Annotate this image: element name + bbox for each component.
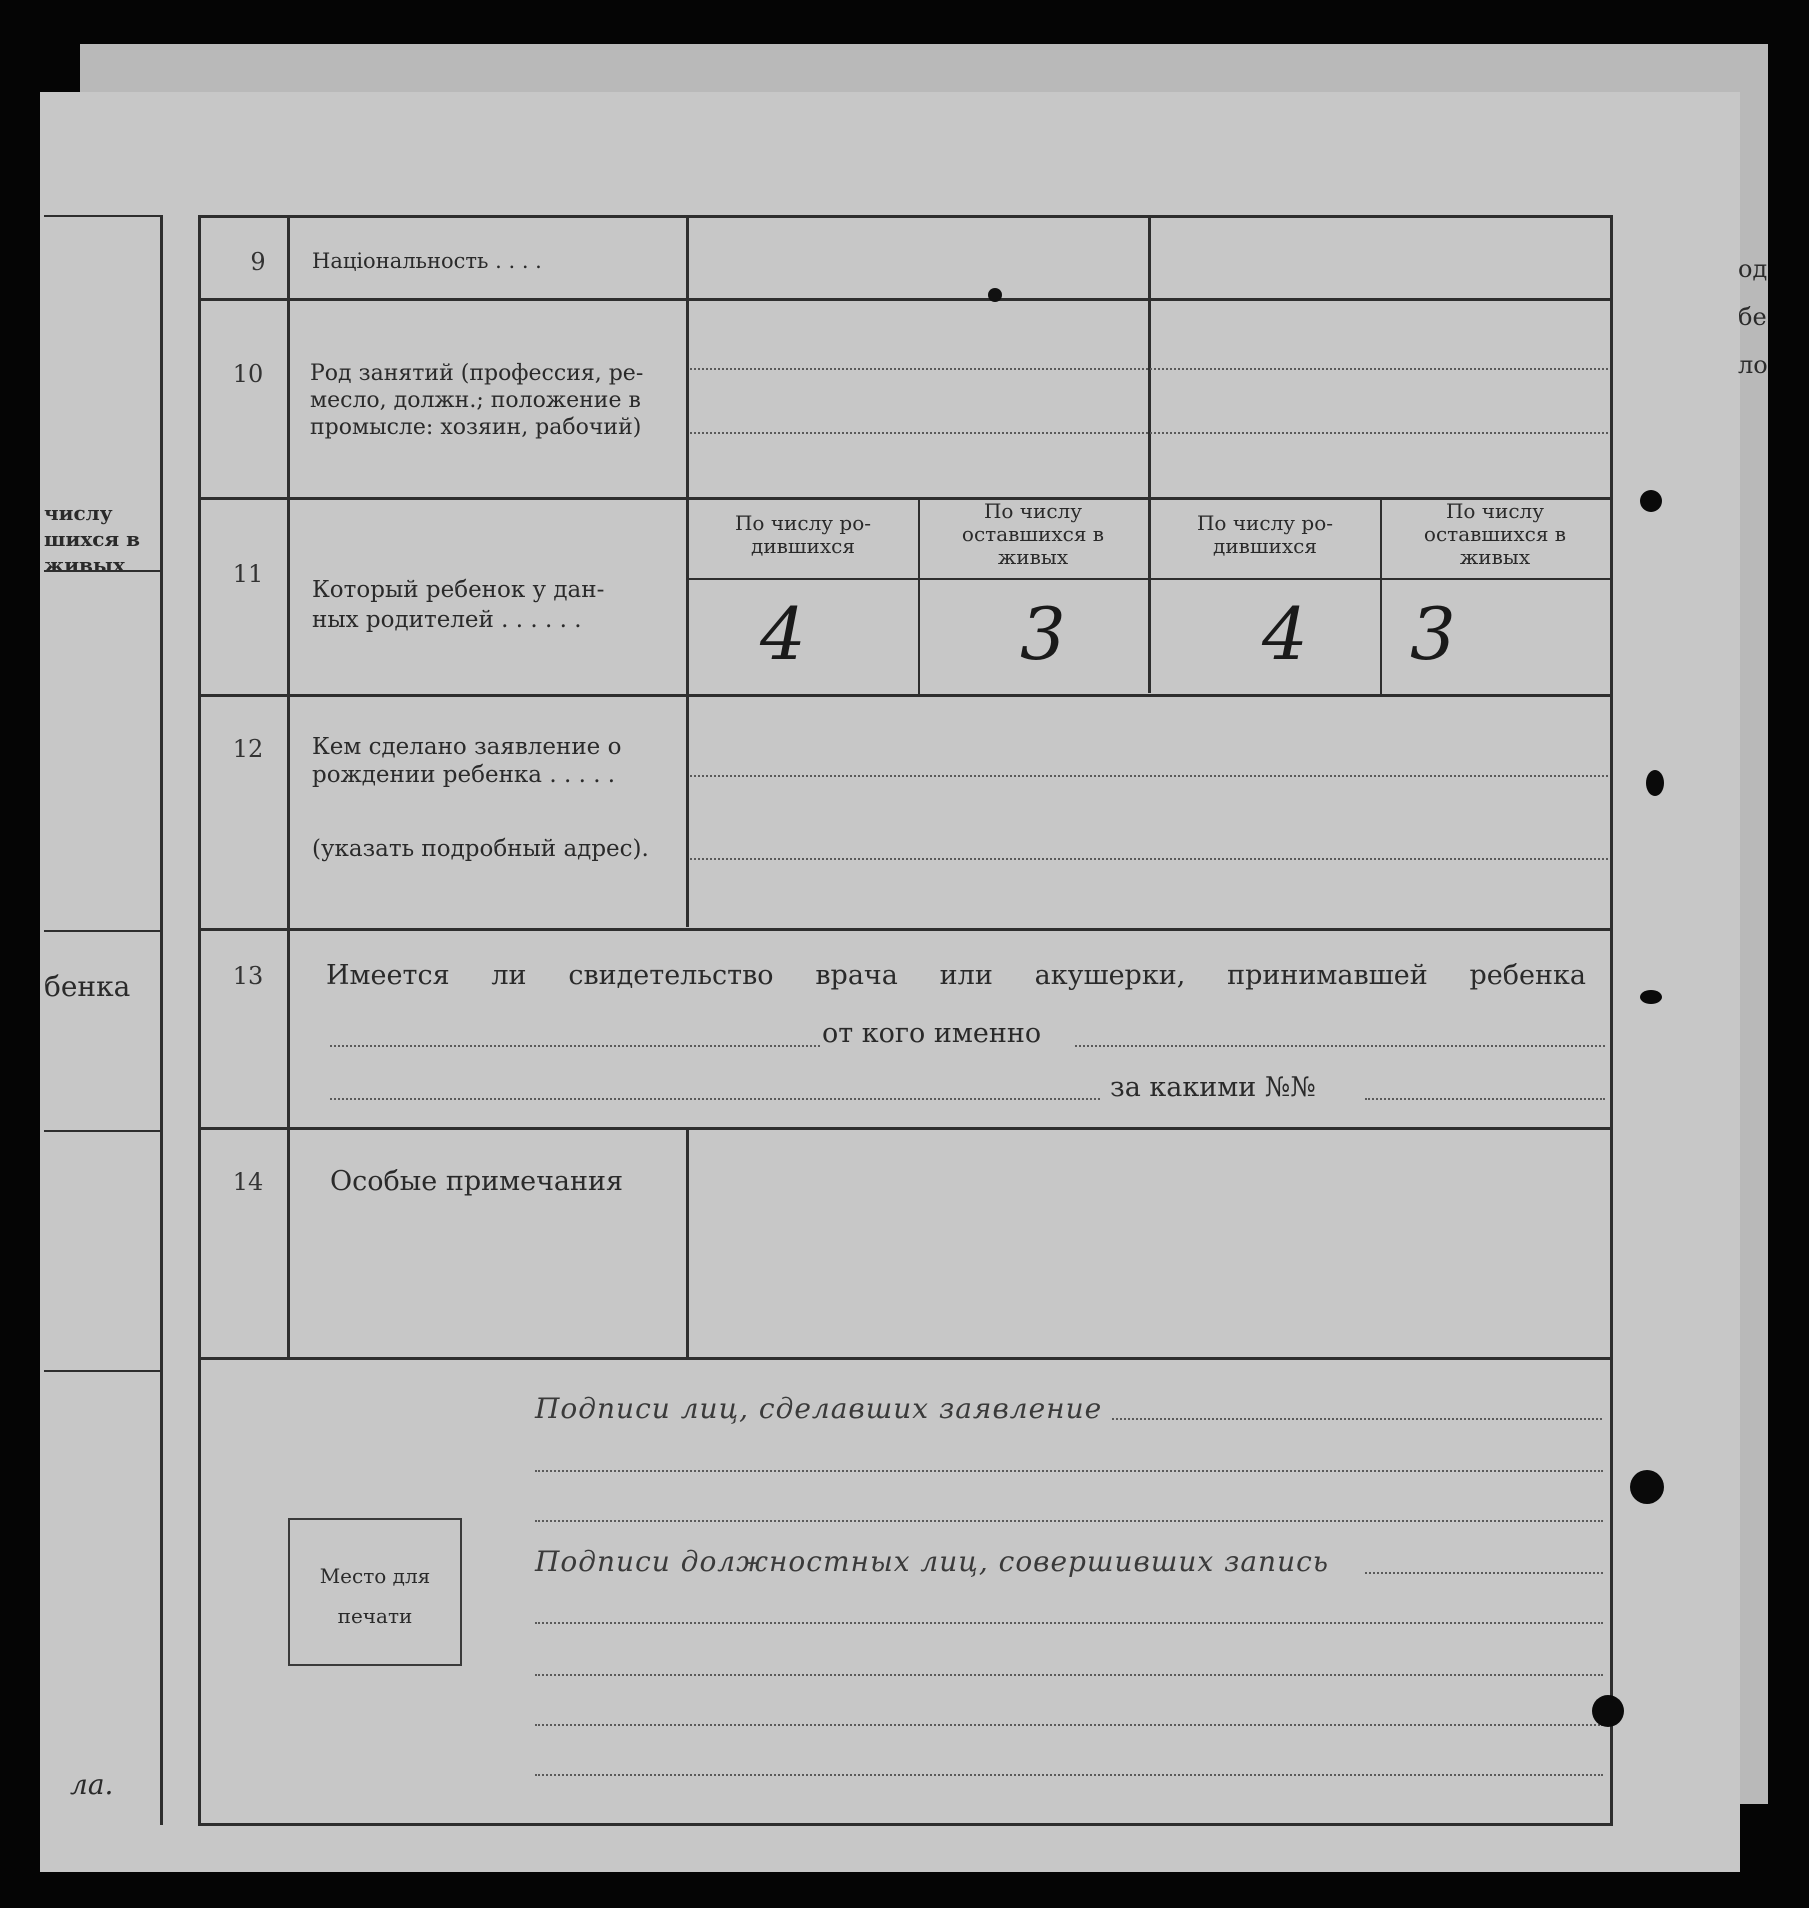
column-separator [1148, 215, 1151, 693]
certificate-question: Имеется ли свидетельство врача или акушерки, принимавшей ребенка [326, 960, 1586, 991]
row-separator [198, 694, 1613, 697]
punch-hole [1640, 490, 1662, 512]
header-born: По числу ро- дившихся [1196, 511, 1334, 558]
fill-line [690, 432, 1608, 434]
row-separator [198, 1127, 1613, 1130]
punch-hole [1646, 770, 1664, 796]
declarant-label: Кем сделано заявление о рождении ребенка . . . . . [312, 734, 622, 788]
row-separator [198, 298, 1613, 301]
row-separator [198, 928, 1613, 931]
row-number: 11 [232, 560, 264, 588]
handwritten-value: 3 [1020, 592, 1066, 676]
header-surviving: По числу оставшихся в живых [961, 499, 1105, 569]
table-border-top [198, 215, 1613, 218]
child-order-label: Который ребенок у дан- ных родителей . . . . . . [312, 577, 605, 633]
signature-line [535, 1724, 1603, 1726]
signature-line [535, 1674, 1603, 1676]
left-fragment-border [160, 215, 163, 1825]
header-surviving: По числу оставшихся в живых [1423, 499, 1567, 569]
left-fragment-text: бенка [44, 970, 131, 1003]
handwritten-value: 3 [1410, 592, 1456, 676]
table-border-left [198, 215, 201, 1825]
fill-line [330, 1045, 820, 1047]
left-fragment-line [44, 1130, 160, 1132]
fill-line [1075, 1045, 1605, 1047]
applicants-signature-label: Подписи лиц, сделавших заявление [535, 1392, 1103, 1425]
fill-line [690, 858, 1608, 860]
special-notes-label: Особые примечания [330, 1166, 624, 1197]
stamp-place-box [288, 1518, 462, 1666]
row-number: 9 [250, 248, 266, 276]
occupation-label: Род занятий (профессия, ре- месло, должн.; положение в промысле: хозяин, рабочий) [310, 361, 644, 440]
fill-line [330, 1098, 1100, 1100]
right-fragment: од бе ло [1738, 255, 1768, 379]
signature-line [535, 1622, 1603, 1624]
row-number: 13 [232, 962, 264, 990]
numbers-label: за какими №№ [1110, 1072, 1316, 1103]
signature-line [1365, 1572, 1603, 1574]
address-note: (указать подробный адрес). [312, 836, 649, 862]
left-fragment-bottom: ла. [70, 1768, 114, 1801]
row-separator [198, 1357, 1613, 1360]
fill-line [690, 775, 1608, 777]
row-number: 10 [232, 360, 264, 388]
fill-line [690, 368, 1608, 370]
from-whom-label: от кого именно [822, 1018, 1042, 1049]
signature-line [535, 1470, 1603, 1472]
signature-line [535, 1520, 1603, 1522]
ink-blot [988, 288, 1002, 302]
punch-hole [1592, 1695, 1624, 1727]
punch-hole [1640, 990, 1662, 1004]
left-fragment-line [44, 570, 160, 572]
column-separator [686, 215, 689, 927]
fill-line [1365, 1098, 1605, 1100]
header-separator [686, 578, 1610, 580]
left-fragment-line [44, 930, 160, 932]
row-number: 14 [232, 1168, 264, 1196]
table-border-right [1610, 215, 1613, 1825]
officials-signature-label: Подписи должностных лиц, совершивших запись [535, 1545, 1330, 1578]
handwritten-value: 4 [1262, 592, 1308, 676]
left-fragment-line [44, 1370, 160, 1372]
table-border-bottom [198, 1823, 1613, 1826]
handwritten-value: 4 [760, 592, 806, 676]
left-fragment-line [44, 215, 160, 217]
row-number: 12 [232, 735, 264, 763]
signature-line [1112, 1418, 1602, 1420]
left-fragment-cell: числу шихся в живых [44, 501, 141, 577]
column-separator [287, 215, 290, 1357]
stamp-place-label: Место для печати [319, 1564, 431, 1628]
punch-hole [1630, 1470, 1664, 1504]
signature-line [535, 1774, 1603, 1776]
nationality-label: Національность . . . . [312, 249, 542, 273]
column-separator [686, 1127, 689, 1357]
header-born: По числу ро- дившихся [734, 511, 872, 558]
